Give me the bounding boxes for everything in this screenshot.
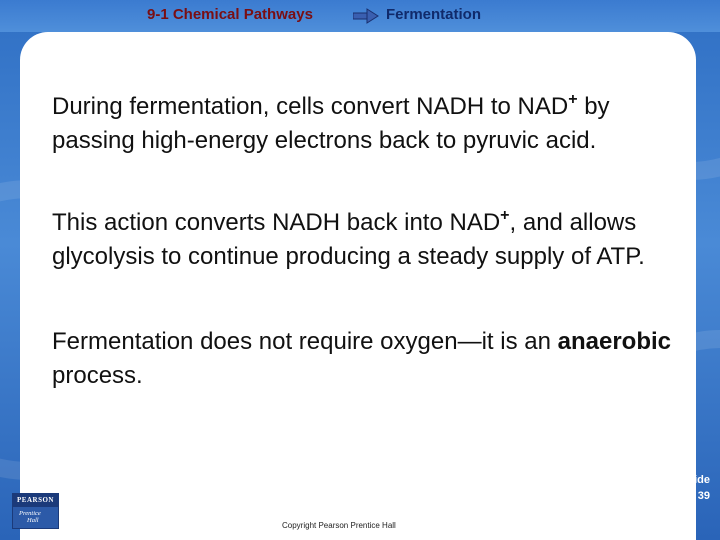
paragraph-anaerobic (52, 325, 672, 393)
logo-text: PEARSON (13, 494, 58, 507)
paragraph-text: by passing high-energy electrons back to pyruvic acid. (52, 93, 610, 154)
logo-text: Prentice (19, 510, 41, 517)
paragraph-text: Fermentation does not require oxygen—it is an (52, 328, 558, 355)
paragraph-glycolysis (52, 206, 672, 274)
paragraph-text: process. (52, 362, 143, 389)
paragraph-text: This action converts NADH back into NAD (52, 209, 501, 236)
logo-prentice-hall (13, 507, 58, 528)
paragraph-text: During fermentation, cells convert NADH to NAD (52, 93, 569, 120)
copyright-text: Copyright Pearson Prentice Hall (282, 521, 396, 530)
logo-text: Hall (27, 517, 39, 524)
pearson-logo (12, 493, 59, 529)
breadcrumb-topic: Fermentation (386, 6, 482, 23)
paragraph-text: , and allows glycolysis to continue producing a steady supply of ATP. (52, 209, 645, 270)
slide-count: 24 of 39 (669, 490, 710, 502)
header-bar (0, 0, 720, 32)
superscript-plus: + (568, 91, 578, 108)
superscript-plus: + (500, 207, 510, 224)
term-anaerobic: anaerobic (557, 328, 671, 355)
breadcrumb-section: 9-1 Chemical Pathways (147, 6, 313, 23)
arrow-right-icon (353, 8, 379, 24)
slide-number (669, 472, 710, 504)
slide-label: Slide (683, 474, 710, 486)
paragraph-fermentation-nadh (52, 90, 672, 158)
